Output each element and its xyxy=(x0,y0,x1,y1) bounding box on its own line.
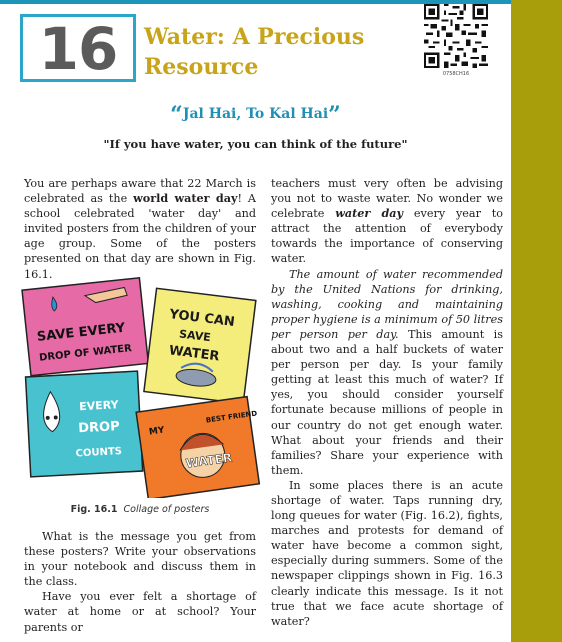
poster3-line2: DROP xyxy=(77,419,121,437)
poster2-line2: SAVE xyxy=(178,327,212,345)
chapter-number: 16 xyxy=(38,15,118,83)
open-quote-mark: “ xyxy=(170,102,183,128)
un-recommendation-text: The amount of water recommended by the United Nations for drinking, washing, cooking and maintaining proper hygiene is a minimum of 50 litres per person per day. xyxy=(271,267,503,341)
poster3-line3: COUNTS xyxy=(75,446,123,460)
poster2-line1: YOU CAN xyxy=(168,307,236,330)
chapter-title-line1: Water: A Precious xyxy=(144,24,365,50)
poster-my-best-friend-water xyxy=(136,396,262,498)
poster1-line1: SAVE EVERY xyxy=(36,320,126,345)
poster1-line2: DROP OF WATER xyxy=(38,343,133,364)
chapter-tagline: "If you have water, you can think of the future" xyxy=(103,137,408,151)
page-side-bar xyxy=(511,0,562,642)
right-paragraph-1: teachers must very often be advising you not to waste water. No wonder we celebrate water day every year to attract the attention of everybody towards the importance of conserving water. xyxy=(271,177,504,266)
figure-label: Fig. 16.1 xyxy=(70,504,118,515)
poster-save-every-drop xyxy=(22,278,148,376)
figure-caption xyxy=(0,504,280,515)
left-paragraph-3: Have you ever felt a shortage of water at home or at school? Your parents or xyxy=(24,590,256,634)
poster4-line1: MY xyxy=(148,425,166,438)
chapter-number-box xyxy=(20,14,136,82)
poster4-line3: WATER xyxy=(184,450,234,471)
left-paragraph-1: You are perhaps aware that 22 March is celebrated as the world water day! A school celebrated 'water day' and invited posters from the children of your age group. Some of the posters presented on that day are shown in Fig. 16.1. xyxy=(24,177,256,281)
qr-caption: 0758CH16 xyxy=(442,71,470,77)
poster-collage-illustration xyxy=(18,270,262,498)
left-column-intro xyxy=(24,176,256,282)
qr-code-icon xyxy=(424,4,488,68)
world-water-day-term: world water day xyxy=(133,191,238,206)
poster3-line1: EVERY xyxy=(78,398,119,414)
chapter-motto xyxy=(0,102,511,128)
poster-every-drop-counts xyxy=(26,371,143,477)
left-paragraph-2: What is the message you get from these posters? Write your observations in your notebook and discuss them in the class. xyxy=(24,530,256,589)
close-quote-mark: ” xyxy=(328,102,341,128)
motto-text: Jal Hai, To Kal Hai xyxy=(182,106,329,122)
poster2-line3: WATER xyxy=(168,343,221,365)
right-column xyxy=(271,176,503,629)
water-day-term: water day xyxy=(335,206,404,221)
figure-caption-text: Collage of posters xyxy=(123,504,210,515)
right-paragraph-2: The amount of water recommended by the United Nations for drinking, washing, cooking and maintaining proper hygiene is a minimum of 50 litres per person per day. This amount is about two and a half buckets of water per person per day. Is your family getting at least this much of water? If yes, you should consider yourself fortunate because millions of people in our country do not get enough water. What about your friends and their families? Share your experience with them. xyxy=(271,267,503,477)
chapter-title xyxy=(144,22,404,82)
poster-you-can-save-water xyxy=(144,288,256,403)
right-paragraph-3: In some places there is an acute shortage of water. Taps running dry, long queues for water (Fig. 16.2), fights, marches and protests for demand of water have become a common sight, especially during summers. Some of the newspaper clippings shown in Fig. 16.3 clearly indicate this message. Is it not true that we face acute shortage of water? xyxy=(271,478,503,628)
chapter-title-line2: Resource xyxy=(144,54,259,80)
left-column-continued xyxy=(24,529,256,635)
poster4-line2: BEST FRIEND xyxy=(205,409,258,425)
